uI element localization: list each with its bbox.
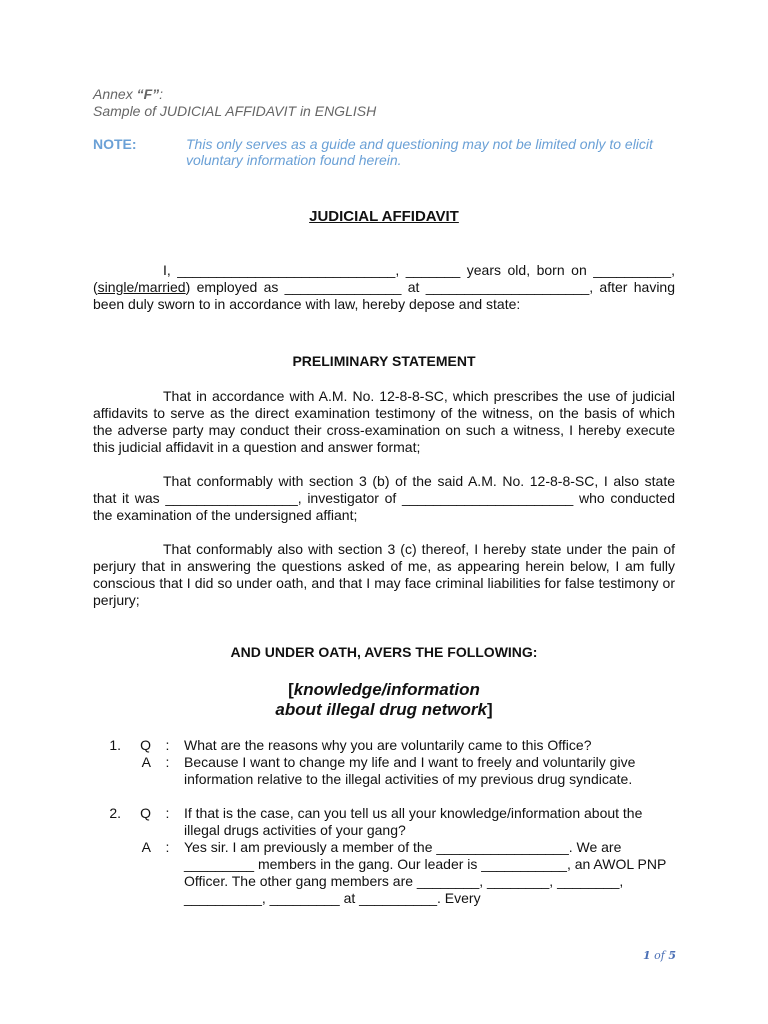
page-number [643,949,676,962]
answer-text: Because I want to change my life and I want to freely and voluntarily give information relative to the illegal activities of my previous drug syndicate. [184,754,636,787]
intro-part2: ) employed as _______________ at _____________________, after having been duly sworn to in accordance with law, hereby depose and state: [93,279,675,312]
page-current: 1 [643,949,651,962]
qa-number-spacer [89,754,121,788]
oath-heading: AND UNDER OATH, AVERS THE FOLLOWING: [230,644,538,660]
page-total: 5 [668,949,676,962]
topic-line-2 [93,700,675,720]
qa-item [93,805,675,907]
question-row [93,737,675,754]
qa-number: 1. [109,737,121,753]
colon: : [165,839,170,855]
annex-header [93,86,675,120]
qa-item [93,737,675,788]
document-page [93,86,675,907]
colon: : [165,737,170,753]
annex-line [93,86,675,103]
topic-line1-text: knowledge/information [293,680,480,699]
answer-row [93,839,675,907]
note-text: This only serves as a guide and questioning may not be limited only to elicit voluntary information found herein. [186,136,653,168]
qa-list [93,737,675,907]
answer-row [93,754,675,788]
q-label: Q [140,805,151,821]
topic-heading [93,680,675,720]
preliminary-heading: PRELIMINARY STATEMENT [292,353,476,369]
page-of: of [650,949,669,962]
question-row [93,805,675,839]
annex-suffix: : [159,86,164,102]
annex-letter: “F” [136,86,160,102]
topic-line-1 [93,680,675,700]
qa-number-spacer [89,839,121,907]
question-text: If that is the case, can you tell us all your knowledge/information about the illegal drugs activities of your gang? [184,805,643,838]
document-title: JUDICIAL AFFIDAVIT [309,208,459,225]
colon: : [165,805,170,821]
preliminary-paragraph: That conformably with section 3 (b) of the said A.M. No. 12-8-8-SC, I also state that it was _________________, investigator of ______________________ who conducted the examination of the undersigned affiant; [93,473,675,523]
a-label: A [141,839,151,855]
topic-close-bracket: ] [486,700,493,719]
topic-open-bracket: [ [288,680,294,699]
note-block [93,136,675,168]
annex-prefix: Annex [93,86,137,102]
intro-paragraph [93,262,675,313]
intro-underlined: single/married [97,279,186,295]
annex-subtitle: Sample of JUDICIAL AFFIDAVIT in ENGLISH [93,103,377,119]
topic-line2-text: about illegal drug network [275,700,487,719]
a-label: A [141,754,151,770]
preliminary-paragraph: That conformably also with section 3 (c) thereof, I hereby state under the pain of perjury that in answering the questions asked of me, as appearing herein below, I am fully conscious that I did so under oath, and that I may face criminal liabilities for false testimony or perjury; [93,541,675,608]
note-label: NOTE: [93,136,137,152]
answer-text: Yes sir. I am previously a member of the _________________. We are _________ members in the gang. Our leader is ___________, an AWOL PNP Officer. The other gang members are ________, ________, ________, __________, _________ at __________. Every [184,839,667,906]
colon: : [165,754,170,770]
intro-part1: I, ____________________________, _______ years old, born on __________, ( [93,262,675,295]
question-text: What are the reasons why you are voluntarily came to this Office? [184,737,592,753]
qa-number: 2. [109,805,121,821]
preliminary-paragraph: That in accordance with A.M. No. 12-8-8-SC, which prescribes the use of judicial affidavits to serve as the direct examination testimony of the witness, on the basis of which the adverse party may conduct their cross-examination on such a witness, I hereby execute this judicial affidavit in a question and answer format; [93,388,675,455]
q-label: Q [140,737,151,753]
